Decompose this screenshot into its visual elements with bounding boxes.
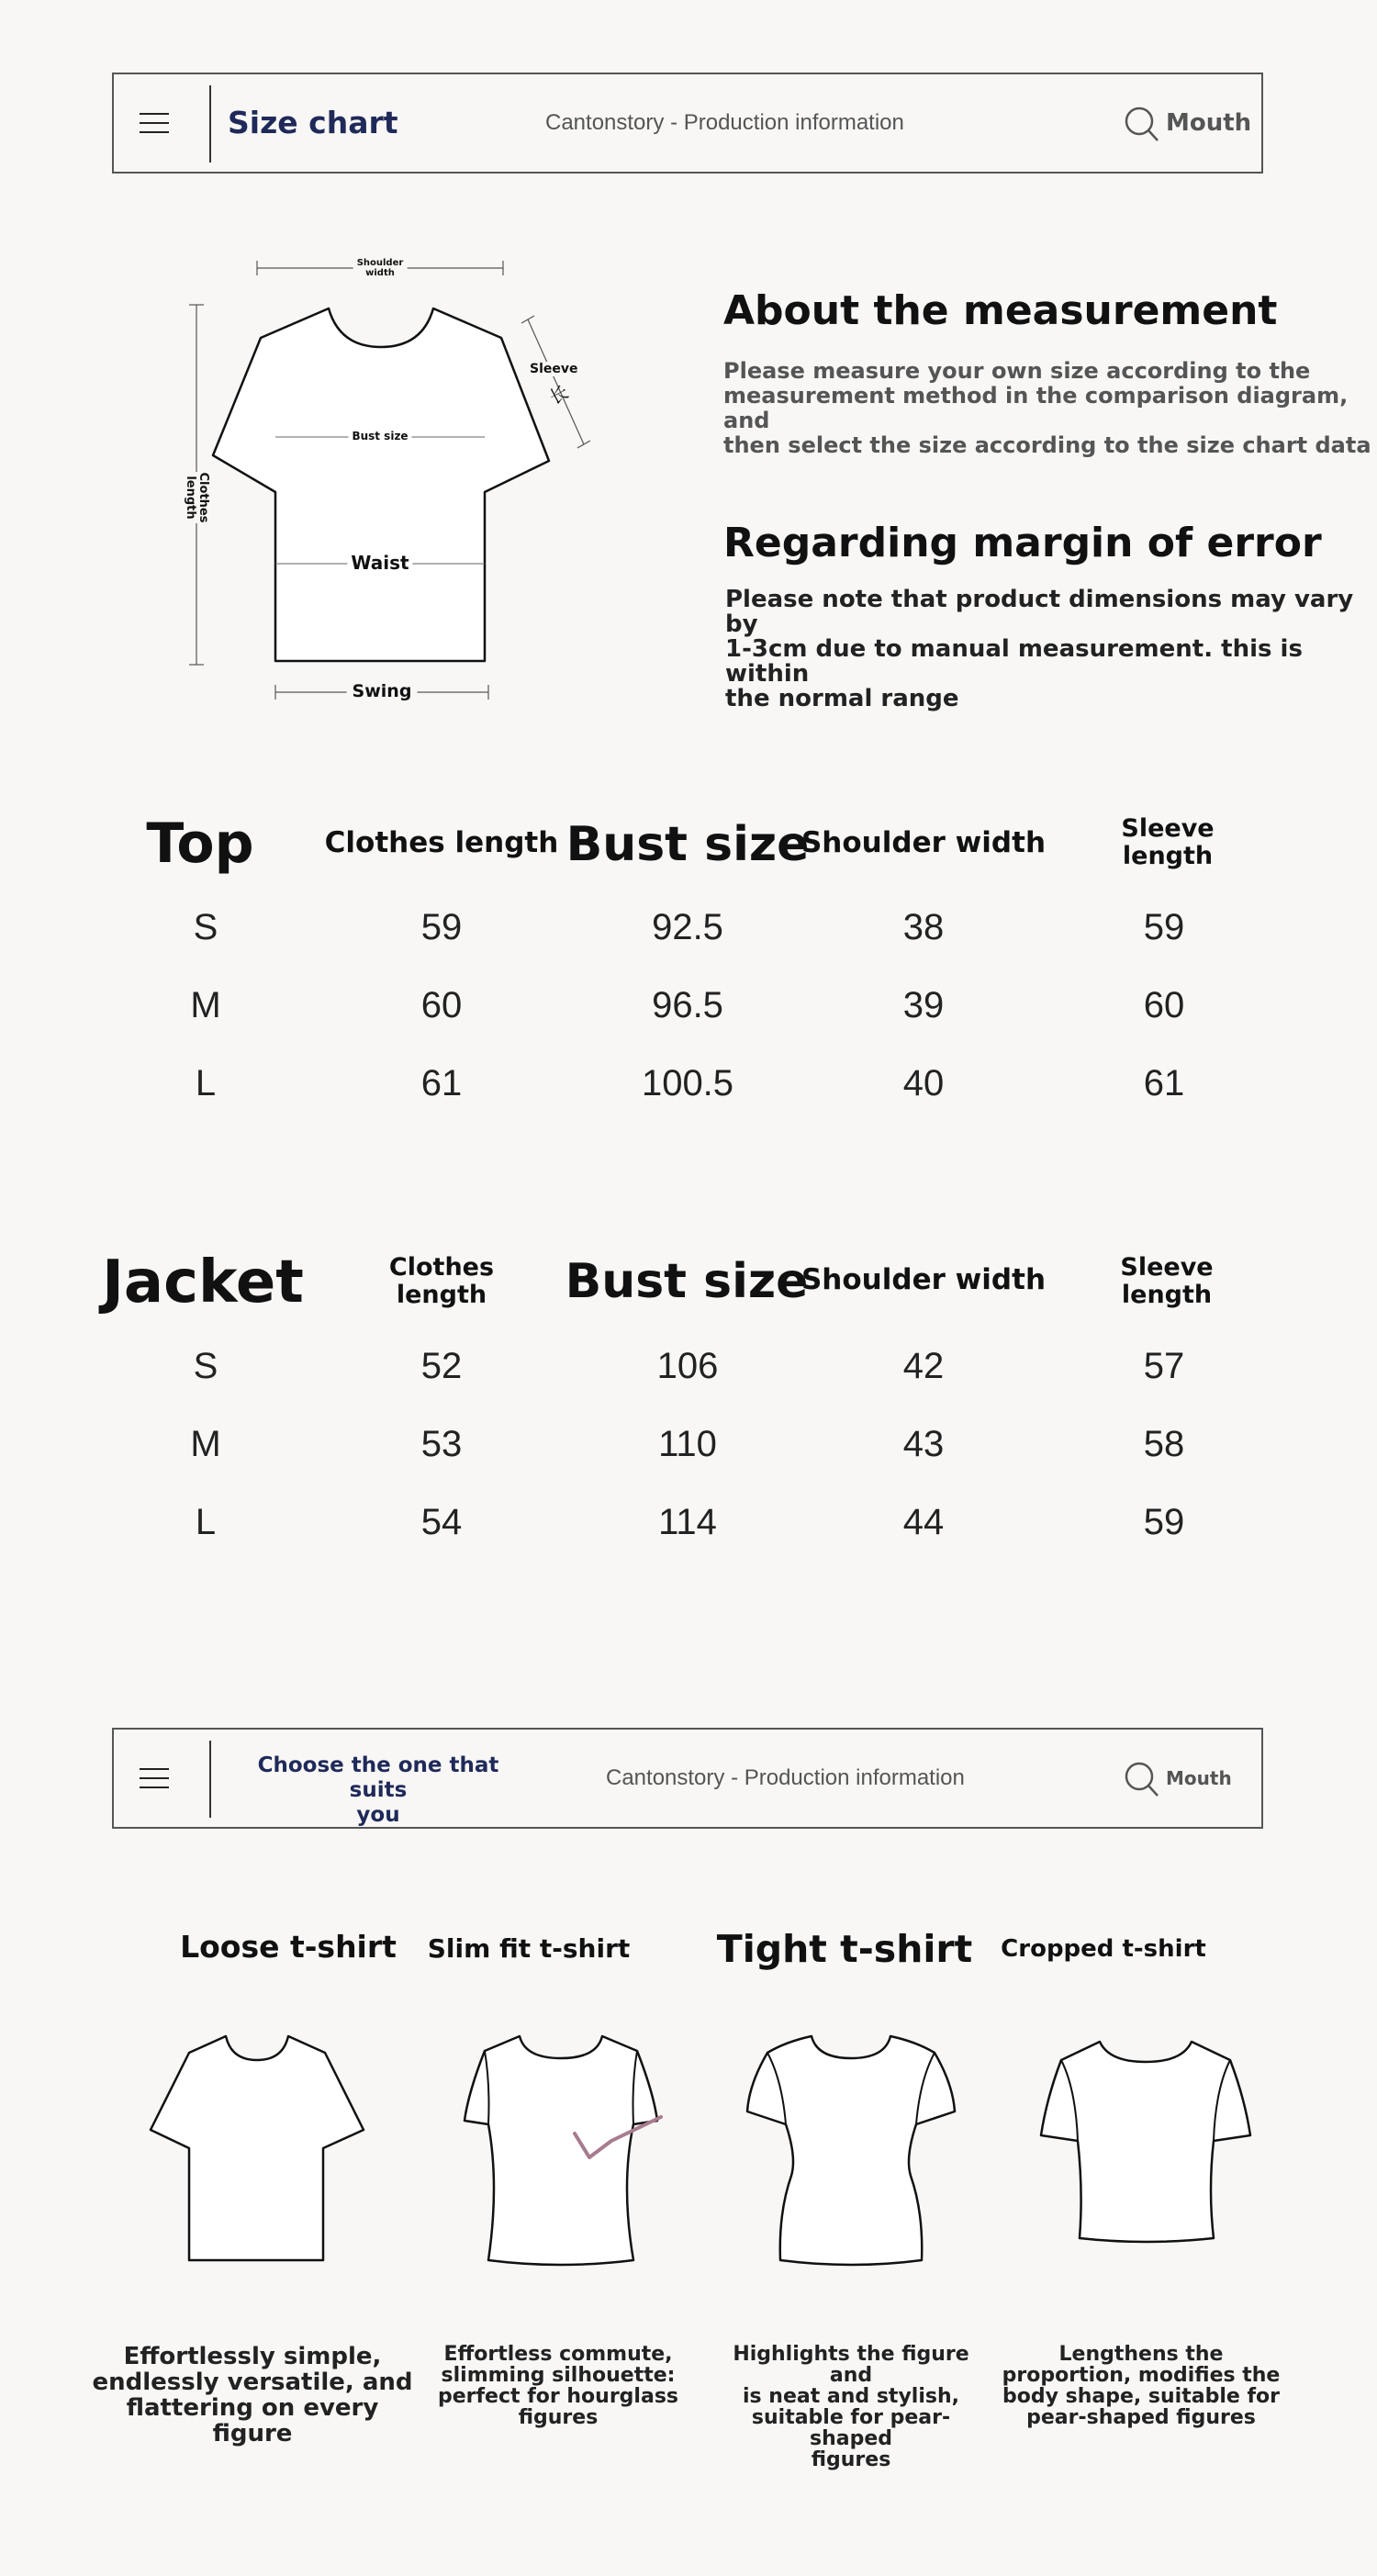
about-measurement-title: About the measurement <box>723 287 1278 334</box>
fit-name-tight: Tight t-shirt <box>716 1927 973 1971</box>
fit-caption-cropped: Lengthens the proportion, modifies the body shape, suitable for pear-shaped figures <box>1002 2343 1281 2429</box>
margin-error-title: Regarding margin of error <box>723 520 1322 566</box>
fit-caption-loose: Effortlessly simple, endlessly versatile, and flattering on every figure <box>92 2343 413 2447</box>
tight-tshirt-icon <box>742 2029 962 2268</box>
fit-caption-slim: Effortless commute, slimming silhouette: perfect for hourglass figures <box>437 2343 679 2429</box>
slim-fit-tshirt-icon <box>459 2029 670 2268</box>
table-cell: 39 <box>902 985 945 1025</box>
table-cell: 106 <box>656 1346 719 1386</box>
table-cell: 59 <box>1143 907 1185 947</box>
col-header-bust-size: Bust size <box>565 817 810 872</box>
search-icon[interactable] <box>1124 106 1160 144</box>
fit-header-bar <box>112 1728 1263 1829</box>
fit-name-cropped: Cropped t-shirt <box>1001 1935 1206 1963</box>
sleeve-label: Sleeve <box>530 362 578 376</box>
clothes-length-label: Clothes length <box>184 472 210 523</box>
table-cell: L <box>195 1502 217 1542</box>
table-cell: 53 <box>420 1424 463 1464</box>
table-cell: 61 <box>420 1063 463 1103</box>
header-divider <box>209 1741 211 1818</box>
table-cell: 96.5 <box>652 985 723 1025</box>
fit-caption-tight: Highlights the figure and is neat and stylish, suitable for pear-shaped figures <box>733 2343 969 2471</box>
about-measurement-text: Please measure your own size according to the measurement method in the comparison diagram, and then select the size according to the size chart data <box>723 358 1371 458</box>
col-header-shoulder-width: Shoulder width <box>800 1263 1047 1296</box>
mouth-label[interactable]: Mouth <box>1166 109 1252 137</box>
measurement-diagram <box>165 248 606 716</box>
table-cell: 57 <box>1143 1346 1185 1386</box>
col-header-sleeve-length: Sleeve length <box>1121 814 1215 870</box>
cropped-tshirt-icon <box>1036 2034 1256 2255</box>
table-cell: 43 <box>902 1424 945 1464</box>
header-divider <box>209 85 211 162</box>
mouth-label[interactable]: Mouth <box>1166 1767 1232 1789</box>
table-cell: 58 <box>1143 1424 1185 1464</box>
table-cell: 59 <box>1143 1502 1185 1542</box>
jacket-size-table <box>0 1238 1377 1568</box>
header-subtitle: Cantonstory - Production information <box>606 1765 965 1790</box>
sleeve-char-label: 长 <box>545 380 573 409</box>
tshirt-measure-diagram <box>165 248 606 716</box>
page-title: Size chart <box>228 105 398 140</box>
menu-icon[interactable] <box>140 113 169 133</box>
shoulder-width-label: Shoulder width <box>353 258 408 278</box>
fit-name-loose: Loose t-shirt <box>180 1929 397 1965</box>
table-title: Jacket <box>102 1249 304 1316</box>
table-cell: 54 <box>420 1502 463 1542</box>
fit-section-title: Choose the one that suits you <box>257 1753 499 1827</box>
swing-label: Swing <box>347 681 418 701</box>
header-subtitle: Cantonstory - Production information <box>545 110 904 135</box>
table-cell: 38 <box>902 907 945 947</box>
table-cell: 61 <box>1143 1063 1185 1103</box>
table-cell: 110 <box>658 1424 717 1464</box>
table-cell: 100.5 <box>641 1063 734 1103</box>
col-header-bust-size: Bust size <box>565 1254 809 1309</box>
table-cell: 44 <box>902 1502 945 1542</box>
table-cell: 42 <box>902 1346 945 1386</box>
table-cell: 60 <box>420 985 463 1025</box>
col-header-sleeve-length: Sleeve length <box>1120 1253 1214 1309</box>
table-cell: S <box>193 1346 218 1386</box>
loose-tshirt-icon <box>147 2029 367 2268</box>
top-size-table <box>0 799 1377 1129</box>
col-header-shoulder-width: Shoulder width <box>800 826 1047 859</box>
table-cell: 40 <box>902 1063 945 1103</box>
table-cell: M <box>190 1424 221 1464</box>
col-header-clothes-length: Clothes length <box>388 1253 495 1309</box>
table-cell: 114 <box>658 1502 717 1542</box>
table-cell: 60 <box>1143 985 1185 1025</box>
header-bar <box>112 73 1263 174</box>
search-icon[interactable] <box>1124 1761 1160 1799</box>
table-cell: M <box>190 985 221 1025</box>
margin-error-text: Please note that product dimensions may vary by 1-3cm due to manual measurement. this is within the normal range <box>725 586 1354 712</box>
table-cell: L <box>195 1063 217 1103</box>
table-title: Top <box>146 812 254 876</box>
bust-size-label: Bust size <box>348 430 411 442</box>
table-cell: 92.5 <box>652 907 723 947</box>
table-cell: S <box>193 907 218 947</box>
waist-label: Waist <box>347 552 412 574</box>
table-cell: 59 <box>420 907 463 947</box>
menu-icon[interactable] <box>140 1768 169 1788</box>
fit-name-slim: Slim fit t-shirt <box>427 1933 631 1964</box>
table-cell: 52 <box>420 1346 463 1386</box>
col-header-clothes-length: Clothes length <box>324 826 559 859</box>
